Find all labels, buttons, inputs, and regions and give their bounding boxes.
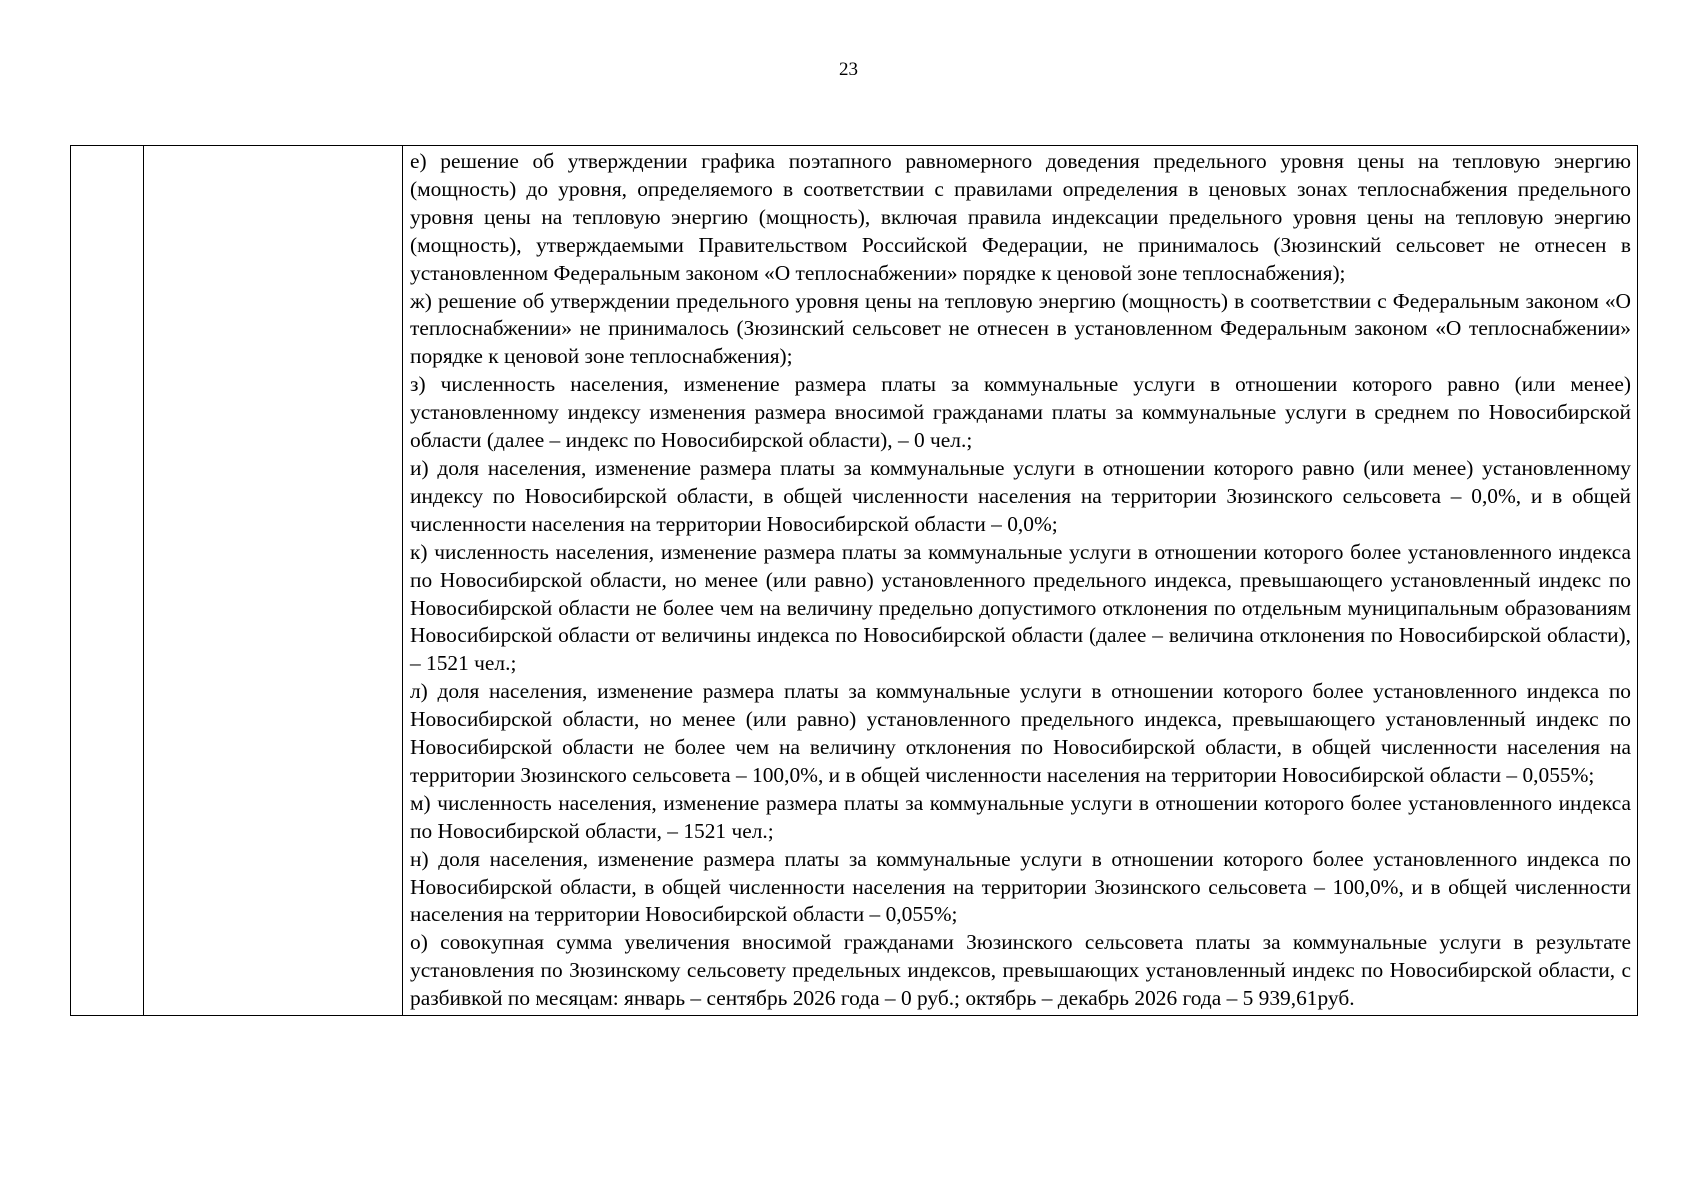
paragraph-m: м) численность населения, изменение размера платы за коммунальные услуги в отношении которого более установленного индекса по Новосибирской области, – 1521 чел.; <box>410 790 1631 843</box>
paragraph-o: о) совокупная сумма увеличения вносимой гражданами Зюзинского сельсовета платы за коммунальные услуги в результате установления по Зюзинскому сельсовету предельных индексов, превышающих установленный индекс по Новосибирской области, с разбивкой по месяцам: январь – сентябрь 2026 года – 0 руб.; октябрь – декабрь 2026 года – 5 939,61руб. <box>410 930 1631 1011</box>
table-cell-number <box>71 146 144 1016</box>
paragraph-e: е) решение об утверждении графика поэтапного равномерного доведения предельного уровня цены на тепловую энергию (мощность) до уровня, определяемого в соответствии с правилами определения в ценовых зонах теплоснабжения предельного уровня цены на тепловую энергию (мощность), включая правила индексации предельного уровня цены на тепловую энергию (мощность), утверждаемыми Правительством Российской Федерации, не принималось (Зюзинский сельсовет не отнесен в установленном Федеральным законом «О теплоснабжении» порядке к ценовой зоне теплоснабжения); <box>410 149 1631 285</box>
paragraph-l: л) доля населения, изменение размера платы за коммунальные услуги в отношении которого более установленного индекса по Новосибирской области, но менее (или равно) установленного предельного индекса, превышающего установленный индекс по Новосибирской области не более чем на величину отклонения по Новосибирской области, в общей численности населения на территории Зюзинского сельсовета – 100,0%, и в общей численности населения на территории Новосибирской области – 0,055%; <box>410 679 1631 787</box>
document-table <box>70 145 1638 1016</box>
table-row <box>71 146 1638 1016</box>
page-number: 23 <box>839 59 858 80</box>
paragraph-i: и) доля населения, изменение размера платы за коммунальные услуги в отношении которого равно (или менее) установленному индексу по Новосибирской области, в общей численности населения на территории Зюзинского сельсовета – 0,0%, и в общей численности населения на территории Новосибирской области – 0,0%; <box>410 455 1631 536</box>
table-cell-content <box>403 146 1638 1016</box>
paragraph-k: к) численность населения, изменение размера платы за коммунальные услуги в отношении которого более установленного индекса по Новосибирской области, но менее (или равно) установленного предельного индекса, превышающего установленный индекс по Новосибирской области не более чем на величину предельно допустимого отклонения по отдельным муниципальным образованиям Новосибирской области от величины индекса по Новосибирской области (далее – величина отклонения по Новосибирской области), – 1521 чел.; <box>410 539 1631 676</box>
paragraph-zh: ж) решение об утверждении предельного уровня цены на тепловую энергию (мощность) в соответствии с Федеральным законом «О теплоснабжении» не принималось (Зюзинский сельсовет не отнесен в установленном Федеральным законом «О теплоснабжении» порядке к ценовой зоне теплоснабжения); <box>410 288 1631 369</box>
table-cell-name <box>144 146 403 1016</box>
paragraph-z: з) численность населения, изменение размера платы за коммунальные услуги в отношении которого равно (или менее) установленному индексу изменения размера вносимой гражданами платы за коммунальные услуги в среднем по Новосибирской области (далее – индекс по Новосибирской области), – 0 чел.; <box>410 372 1631 453</box>
paragraph-n: н) доля населения, изменение размера платы за коммунальные услуги в отношении которого более установленного индекса по Новосибирской области, в общей численности населения на территории Зюзинского сельсовета – 100,0%, и в общей численности населения на территории Новосибирской области – 0,055%; <box>410 846 1631 927</box>
